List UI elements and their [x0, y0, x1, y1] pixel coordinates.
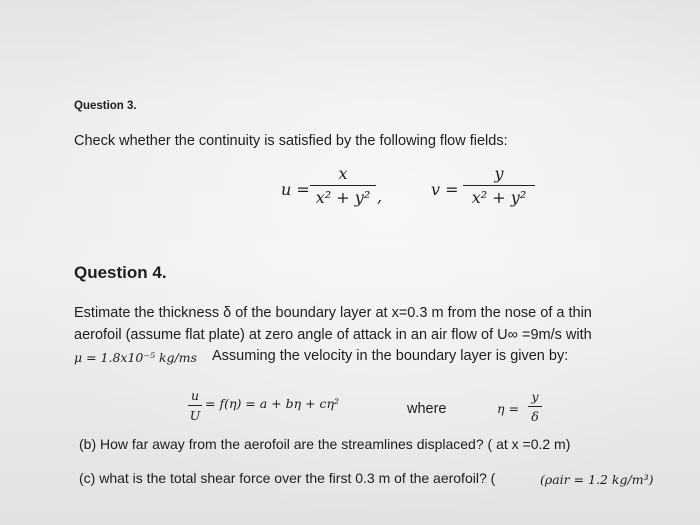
question-3-heading: Question 3.	[74, 100, 137, 112]
u-denominator: x² + y²	[310, 185, 376, 207]
viscosity-value: μ = 1.8x10⁻⁵ kg/ms	[74, 350, 198, 365]
eta-fraction	[528, 389, 542, 424]
v-fraction	[463, 164, 535, 207]
u-comma: ,	[377, 187, 383, 206]
u-fraction	[310, 164, 376, 207]
question-4-line-2: aerofoil (assume flat plate) at zero angle of attack in an air flow of U∞ =9m/s with	[74, 327, 592, 343]
air-density: (ρair = 1.2 kg/m³)	[540, 472, 654, 487]
question-4-line-1: Estimate the thickness δ of the boundary layer at x=0.3 m from the nose of a thin	[74, 305, 592, 321]
u-lhs: u =	[281, 180, 310, 199]
u-numerator: x	[338, 164, 348, 183]
profile-expression: = f(η) = a + bη + cη²	[205, 396, 340, 411]
eta-lhs: η =	[497, 401, 519, 416]
question-4-heading: Question 4.	[74, 263, 167, 282]
profile-fraction	[188, 388, 202, 423]
part-c: (c) what is the total shear force over the first 0.3 m of the aerofoil? (	[79, 470, 496, 486]
question-4-line-3: Assuming the velocity in the boundary layer is given by:	[212, 348, 569, 364]
profile-numerator: u	[190, 388, 200, 403]
v-denominator: x² + y²	[463, 185, 535, 207]
where-label: where	[407, 401, 447, 417]
eta-denominator: δ	[528, 406, 542, 424]
profile-denominator: U	[188, 405, 202, 423]
v-numerator: y	[494, 164, 504, 183]
eta-numerator: y	[531, 389, 539, 404]
v-lhs: v =	[431, 180, 459, 199]
question-3-prompt: Check whether the continuity is satisfied by the following flow fields:	[74, 133, 508, 149]
part-b: (b) How far away from the aerofoil are the streamlines displaced? ( at x =0.2 m)	[79, 436, 571, 452]
